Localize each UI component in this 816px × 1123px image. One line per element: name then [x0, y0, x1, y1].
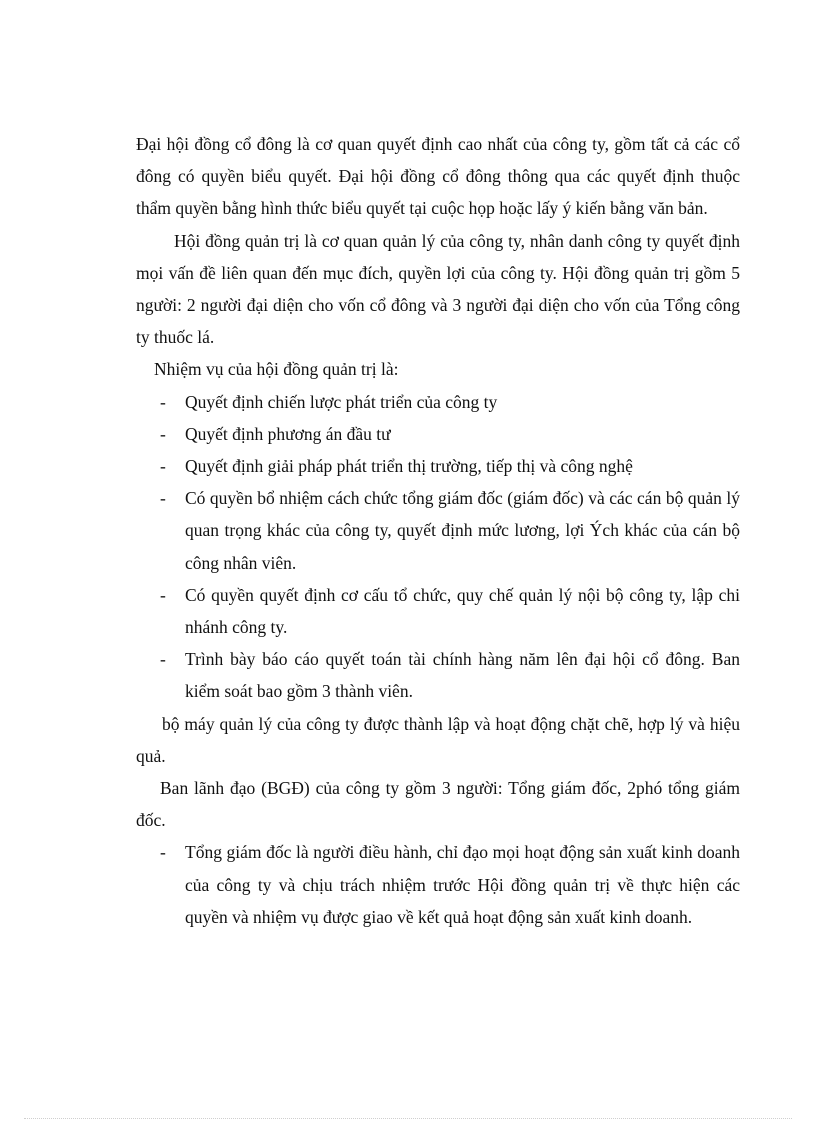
list-item — [136, 579, 740, 643]
list-dash: - — [160, 391, 166, 412]
list-item-text: Trình bày báo cáo quyết toán tài chính hàng năm lên đại hội cổ đông. Ban kiểm soát bao gồm 3 thành viên. — [185, 649, 740, 702]
list-item — [136, 836, 740, 933]
paragraph-executive-board: Ban lãnh đạo (BGĐ) của công ty gồm 3 người: Tổng giám đốc, 2phó tổng giám đốc. — [136, 778, 740, 831]
list-item-text: Tổng giám đốc là người điều hành, chỉ đạo mọi hoạt động sản xuất kinh doanh của công ty và chịu trách nhiệm trước Hội đồng quản trị về thực hiện các quyền và nhiệm vụ được giao về kết quả hoạt động sản xuất kinh doanh. — [185, 842, 740, 927]
list-dash: - — [160, 649, 166, 670]
paragraph-general-meeting: Đại hội đồng cổ đông là cơ quan quyết định cao nhất của công ty, gồm tất cả các cổ đông có quyền biểu quyết. Đại hội đồng cổ đông thông qua các quyết định thuộc thẩm quyền bằng hình thức biểu quyết tại cuộc họp hoặc lấy ý kiến bằng văn bản. — [136, 134, 740, 219]
list-item — [136, 643, 740, 707]
list-item-text: Quyết định phương án đầu tư — [185, 423, 391, 444]
list-item — [136, 386, 740, 418]
executive-board-list — [136, 836, 740, 933]
list-dash: - — [160, 488, 166, 509]
paragraph-management-apparatus: bộ máy quản lý của công ty được thành lập và hoạt động chặt chẽ, hợp lý và hiệu quả. — [136, 713, 740, 766]
list-item-text: Có quyền quyết định cơ cấu tổ chức, quy chế quản lý nội bộ công ty, lập chi nhánh công ty. — [185, 584, 740, 638]
list-dash: - — [160, 842, 166, 863]
list-item-text: Quyết định giải pháp phát triển thị trường, tiếp thị và công nghệ — [185, 456, 633, 477]
paragraph-board-duties-heading: Nhiệm vụ của hội đồng quản trị là: — [154, 359, 399, 380]
list-dash: - — [160, 423, 166, 444]
list-dash: - — [160, 456, 166, 477]
board-duties-list — [136, 386, 740, 708]
list-item — [136, 418, 740, 450]
list-item — [136, 482, 740, 579]
list-item-text: Quyết định chiến lược phát triển của công ty — [185, 391, 498, 412]
page-bottom-divider — [24, 1118, 792, 1119]
body-text — [136, 128, 740, 933]
list-dash: - — [160, 584, 166, 605]
paragraph-board-of-directors: Hội đồng quản trị là cơ quan quản lý của công ty, nhân danh công ty quyết định mọi vấn đề liên quan đến mục đích, quyền lợi của công ty. Hội đồng quản trị gồm 5 người: 2 người đại diện cho vốn cổ đông và 3 người đại diện cho vốn của Tổng công ty thuốc lá. — [136, 230, 740, 348]
list-item-text: Có quyền bổ nhiệm cách chức tổng giám đốc (giám đốc) và các cán bộ quản lý quan trọng khác của công ty, quyết định mức lương, lợi Ých khác của cán bộ công nhân viên. — [185, 488, 740, 573]
list-item — [136, 450, 740, 482]
